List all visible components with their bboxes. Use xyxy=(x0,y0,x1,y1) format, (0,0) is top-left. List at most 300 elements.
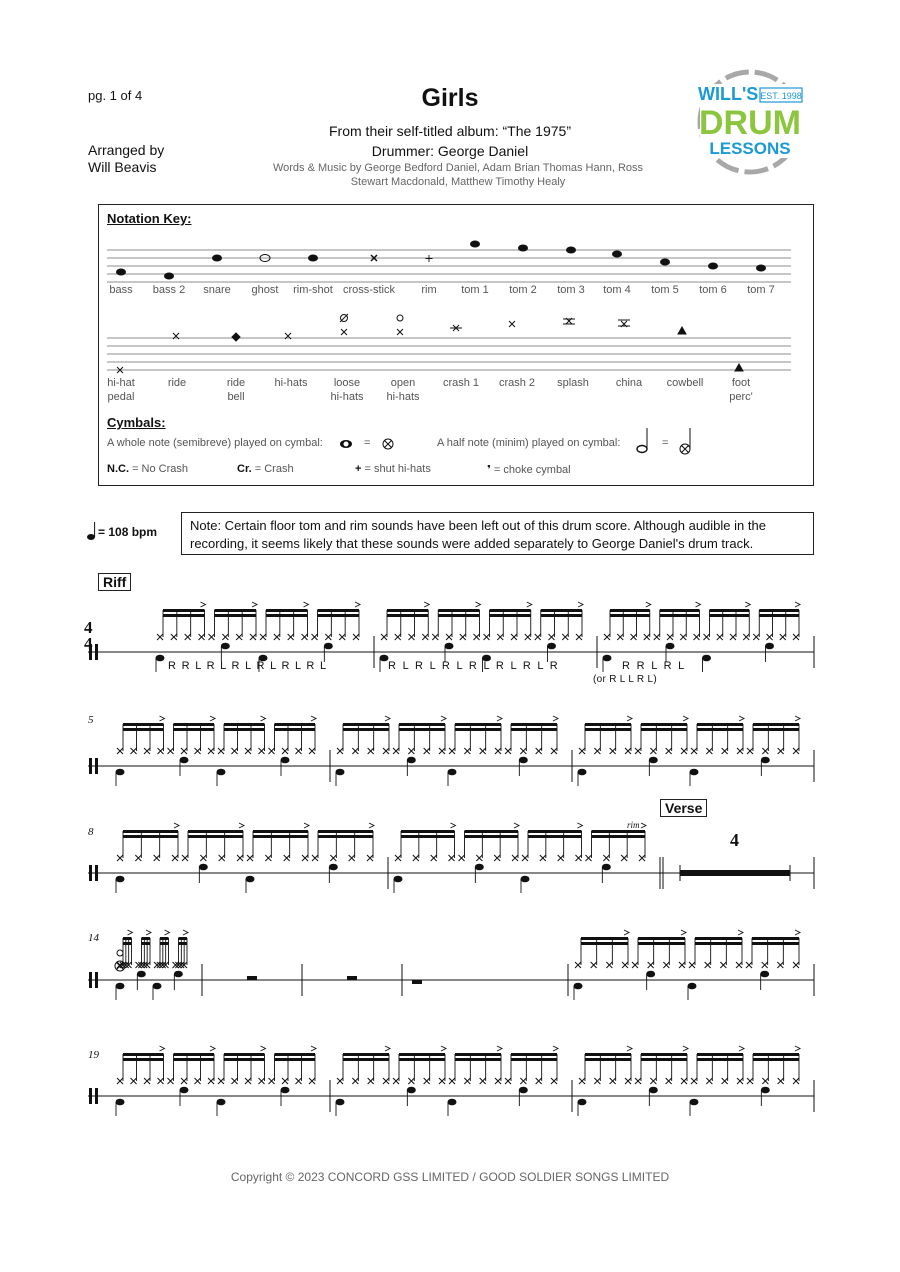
snare-note xyxy=(761,1087,770,1094)
beam xyxy=(581,942,628,945)
beam xyxy=(123,835,178,838)
beam xyxy=(585,728,631,731)
hi-hat-note xyxy=(495,748,501,754)
accent-mark xyxy=(385,716,390,721)
beam xyxy=(275,1053,316,1056)
hi-hat-note xyxy=(432,634,438,640)
hi-hat-note xyxy=(778,1078,784,1084)
snare-note xyxy=(649,757,658,764)
hi-hat-note xyxy=(617,634,623,640)
hi-hat-note xyxy=(694,634,700,640)
key-label-ghost: ghost xyxy=(251,284,279,296)
beam xyxy=(142,942,151,945)
beam xyxy=(585,723,631,726)
hi-hat-note xyxy=(199,634,205,640)
hi-hat-note xyxy=(259,748,265,754)
accent-mark xyxy=(795,1046,800,1051)
hi-hat-note xyxy=(625,748,631,754)
hi-hat-note xyxy=(536,1078,542,1084)
hi-hat-note xyxy=(236,634,242,640)
accent-mark xyxy=(646,602,651,607)
sticking-line-1: R R L R L R L R L R L R L xyxy=(168,660,327,672)
beam xyxy=(275,1058,316,1061)
hi-hat-note xyxy=(232,748,238,754)
beam xyxy=(697,728,743,731)
hi-hat-note xyxy=(431,855,437,861)
accent-mark xyxy=(183,930,188,935)
hi-hat-note xyxy=(625,1078,631,1084)
hi-hat-note xyxy=(181,1078,187,1084)
hi-hat-note xyxy=(476,855,482,861)
bass-drum-note xyxy=(116,769,125,776)
hi-hat-note xyxy=(562,634,568,640)
hi-hat-note xyxy=(722,748,728,754)
hi-hat-note xyxy=(737,748,743,754)
wills-drum-lessons-logo xyxy=(688,66,816,178)
bass-drum-note xyxy=(246,876,255,883)
hi-hat-note xyxy=(591,962,597,968)
beam xyxy=(455,723,501,726)
hi-hat-note xyxy=(667,634,673,640)
accent-mark xyxy=(739,1046,744,1051)
hi-hat-note xyxy=(736,962,742,968)
hi-hat-note xyxy=(353,634,359,640)
beam xyxy=(174,728,215,731)
snare-note xyxy=(174,971,183,978)
snare-note xyxy=(137,971,146,978)
accent-mark xyxy=(627,716,632,721)
hi-hat-note xyxy=(247,855,253,861)
beam xyxy=(318,614,360,617)
snare-note xyxy=(649,1087,658,1094)
hi-hat-note xyxy=(747,1078,753,1084)
logo-est-badge: EST. 1998 xyxy=(760,91,802,101)
snare-note xyxy=(761,757,770,764)
hi-hat-note xyxy=(579,748,585,754)
hi-hat-note xyxy=(793,748,799,754)
hi-hat-note xyxy=(680,634,686,640)
beam xyxy=(266,609,308,612)
accent-mark xyxy=(441,1046,446,1051)
beam xyxy=(528,835,582,838)
key-label-crash-2: crash 2 xyxy=(498,377,536,389)
percussion-clef xyxy=(89,865,92,881)
beam xyxy=(455,1053,501,1056)
accent-mark xyxy=(165,930,170,935)
hi-hat-note xyxy=(536,748,542,754)
hi-hat-note xyxy=(158,748,164,754)
beam xyxy=(399,728,445,731)
key-label-hi-hats: hi-hats xyxy=(274,377,308,389)
hi-hat-note xyxy=(312,855,318,861)
beam xyxy=(188,835,243,838)
hi-hat-note xyxy=(558,855,564,861)
hi-hat-note xyxy=(730,634,736,640)
hi-hat-note xyxy=(222,634,228,640)
key-label-cowbell: cowbell xyxy=(666,377,704,389)
hi-hat-note xyxy=(395,634,401,640)
logo-text-lessons: LESSONS xyxy=(709,139,791,158)
hi-hat-note xyxy=(753,634,759,640)
key-label-rim-shot: rim-shot xyxy=(293,284,333,296)
hi-hat-note xyxy=(173,962,179,968)
bass-drum-note xyxy=(690,769,699,776)
hi-hat-note xyxy=(449,748,455,754)
hi-hat-note xyxy=(512,855,518,861)
beam xyxy=(610,614,650,617)
hi-hat-note xyxy=(464,1078,470,1084)
beam xyxy=(123,728,164,731)
key-label-hi-hat-pedal: hi-hat pedal xyxy=(107,377,135,403)
hi-hat-note xyxy=(459,855,465,861)
hi-hat-note xyxy=(780,634,786,640)
hi-hat-note xyxy=(413,855,419,861)
snare-note xyxy=(180,757,189,764)
accent-mark xyxy=(424,602,429,607)
beam xyxy=(511,728,557,731)
accent-mark xyxy=(311,1046,316,1051)
beam xyxy=(585,1053,631,1056)
beam xyxy=(123,723,164,726)
notation-key-box xyxy=(98,204,814,486)
beam xyxy=(343,1053,389,1056)
snare-note xyxy=(547,643,556,650)
accent-mark xyxy=(527,602,532,607)
hi-hat-note xyxy=(446,634,452,640)
hi-hat-note xyxy=(579,1078,585,1084)
beam xyxy=(401,830,455,833)
hi-hat-note xyxy=(689,962,695,968)
key-label-open-hi-hats: open hi-hats xyxy=(386,377,420,403)
bass-drum-note xyxy=(217,1099,226,1106)
accent-mark xyxy=(696,602,701,607)
accent-mark xyxy=(627,1046,632,1051)
hi-hat-note xyxy=(368,748,374,754)
beam xyxy=(253,835,308,838)
accent-mark xyxy=(355,602,360,607)
beam xyxy=(490,614,531,617)
rehearsal-verse: Verse xyxy=(660,799,707,817)
logo-text-drum: DRUM xyxy=(699,104,801,142)
sticking-line-2: R L R L R L R L R L R L R xyxy=(388,660,559,672)
accent-mark xyxy=(174,823,179,828)
snare-note xyxy=(199,864,208,871)
hi-hat-note xyxy=(603,855,609,861)
percussion-clef xyxy=(95,1088,98,1104)
measure-number-8: 8 xyxy=(88,826,94,838)
beam xyxy=(160,937,169,940)
multi-measure-rest-bar xyxy=(680,870,790,876)
accent-mark xyxy=(795,602,800,607)
bass-drum-note xyxy=(153,983,162,990)
percussion-clef xyxy=(89,1088,92,1104)
hi-hat-note xyxy=(767,634,773,640)
hi-hat-note xyxy=(349,855,355,861)
whole-rest xyxy=(347,976,357,980)
accent-mark xyxy=(451,823,456,828)
beam xyxy=(387,609,428,612)
hi-hat-note xyxy=(706,748,712,754)
hi-hat-note xyxy=(762,748,768,754)
hi-hat-note xyxy=(259,1078,265,1084)
accent-mark xyxy=(745,602,750,607)
hi-hat-note xyxy=(284,855,290,861)
beam xyxy=(142,937,151,940)
half-rest xyxy=(412,980,422,984)
beam xyxy=(455,1058,501,1061)
whole-note-text: A whole note (semibreve) played on cymbal: xyxy=(107,437,323,449)
hi-hat-note xyxy=(296,1078,302,1084)
accent-mark xyxy=(738,930,743,935)
beam xyxy=(753,723,799,726)
hi-hat-note xyxy=(274,634,280,640)
bass-drum-note xyxy=(702,655,711,662)
hi-hat-note xyxy=(408,748,414,754)
hi-hat-note xyxy=(393,748,399,754)
hi-hat-note xyxy=(117,855,123,861)
accent-mark xyxy=(578,823,583,828)
hi-hat-note xyxy=(424,748,430,754)
legend-choke-cymbal: ❜ = choke cymbal xyxy=(487,464,571,476)
hi-hat-note xyxy=(408,1078,414,1084)
hi-hat-note xyxy=(793,962,799,968)
beam xyxy=(660,609,700,612)
beam xyxy=(399,1053,445,1056)
credits-line-2: Stewart Macdonald, Matthew Timothy Healy xyxy=(350,176,566,188)
hi-hat-note xyxy=(208,1078,214,1084)
beam xyxy=(343,723,389,726)
hi-hat-note xyxy=(594,1078,600,1084)
hi-hat-note xyxy=(464,748,470,754)
copyright: Copyright © 2023 CONCORD GSS LIMITED / GOOD SOLDIER SONGS LIMITED xyxy=(230,1170,670,1184)
key-label-ride: ride xyxy=(167,377,187,389)
time-signature: 4 4 xyxy=(84,618,93,653)
hi-hat-note xyxy=(722,1078,728,1084)
bass-drum-note xyxy=(394,876,403,883)
beam xyxy=(224,1058,265,1061)
beam xyxy=(215,614,257,617)
key-label-tom-7: tom 7 xyxy=(747,284,775,296)
bass-drum-note xyxy=(156,655,165,662)
hi-hat-note xyxy=(460,634,466,640)
percussion-clef xyxy=(89,758,92,774)
key-label-loose-hi-hats: loose hi-hats xyxy=(330,377,364,403)
hi-hat-note xyxy=(525,634,531,640)
hi-hat-note xyxy=(171,634,177,640)
hi-hat-note xyxy=(245,748,251,754)
hi-hat-note xyxy=(439,748,445,754)
beam xyxy=(511,1058,557,1061)
key-label-crash-1: crash 1 xyxy=(442,377,480,389)
beam xyxy=(174,723,215,726)
hi-hat-note xyxy=(302,855,308,861)
hi-hat-note xyxy=(604,634,610,640)
accent-mark xyxy=(261,716,266,721)
beam xyxy=(641,1053,687,1056)
accent-mark xyxy=(210,1046,215,1051)
accent-mark xyxy=(641,823,646,828)
hi-hat-note xyxy=(654,634,660,640)
hi-hat-note xyxy=(777,962,783,968)
accent-mark xyxy=(146,930,151,935)
snare-note xyxy=(407,757,416,764)
hi-hat-note xyxy=(494,855,500,861)
hi-hat-note xyxy=(136,962,142,968)
rehearsal-riff: Riff xyxy=(98,573,131,591)
beam xyxy=(759,614,799,617)
hi-hat-note xyxy=(383,748,389,754)
hi-hat-note xyxy=(522,855,528,861)
snare-note xyxy=(407,1087,416,1094)
hi-hat-note xyxy=(650,748,656,754)
hi-hat-note xyxy=(480,1078,486,1084)
drummer-line: Drummer: George Daniel xyxy=(371,143,529,159)
hi-hat-note xyxy=(339,634,345,640)
hi-hat-note xyxy=(549,634,555,640)
hi-hat-note xyxy=(393,1078,399,1084)
key-label-tom-2: tom 2 xyxy=(509,284,537,296)
accent-mark xyxy=(128,930,133,935)
hi-hat-note xyxy=(681,748,687,754)
accent-mark xyxy=(311,716,316,721)
hi-hat-note xyxy=(743,634,749,640)
beam xyxy=(123,1058,164,1061)
hi-hat-note xyxy=(575,962,581,968)
accent-mark xyxy=(739,716,744,721)
beam xyxy=(610,609,650,612)
hi-hat-note xyxy=(610,1078,616,1084)
key-label-cross-stick: cross-stick xyxy=(343,284,395,296)
accent-mark xyxy=(795,716,800,721)
accent-mark xyxy=(304,602,309,607)
bass-drum-note xyxy=(217,769,226,776)
hi-hat-note xyxy=(282,748,288,754)
accent-mark xyxy=(553,1046,558,1051)
hi-hat-note xyxy=(648,962,654,968)
hi-hat-note xyxy=(520,748,526,754)
accent-mark xyxy=(578,602,583,607)
bass-drum-note xyxy=(336,1099,345,1106)
hi-hat-note xyxy=(330,855,336,861)
hi-hat-note xyxy=(302,634,308,640)
hi-hat-note xyxy=(309,1078,315,1084)
beam xyxy=(123,942,132,945)
key-label-tom-4: tom 4 xyxy=(603,284,631,296)
key-label-snare: snare xyxy=(203,284,231,296)
snare-note xyxy=(519,1087,528,1094)
beam xyxy=(438,614,479,617)
beam xyxy=(541,614,582,617)
cymbal-noteheads xyxy=(117,314,743,373)
hi-hat-note xyxy=(449,855,455,861)
hi-hat-note xyxy=(778,748,784,754)
snare-note xyxy=(281,757,290,764)
beam xyxy=(174,1053,215,1056)
beam xyxy=(638,942,685,945)
beam xyxy=(275,728,316,731)
hi-hat-note xyxy=(282,1078,288,1084)
hi-hat-note xyxy=(185,634,191,640)
key-label-china: china xyxy=(615,377,643,389)
hi-hat-note xyxy=(505,1078,511,1084)
hi-hat-note xyxy=(635,1078,641,1084)
legend-crash: Cr. = Crash xyxy=(237,463,294,475)
hi-hat-note xyxy=(265,855,271,861)
hi-hat-note xyxy=(172,855,178,861)
hi-hat-note xyxy=(737,1078,743,1084)
bass-drum-note xyxy=(336,769,345,776)
hi-hat-note xyxy=(237,855,243,861)
beam xyxy=(638,937,685,940)
accent-mark xyxy=(304,823,309,828)
hi-hat-note xyxy=(610,748,616,754)
hi-hat-note xyxy=(131,1078,137,1084)
bass-drum-note xyxy=(688,983,697,990)
beam xyxy=(581,937,628,940)
arranger-label: Arranged by xyxy=(88,142,165,158)
key-label-tom-6: tom 6 xyxy=(699,284,727,296)
page-number: pg. 1 of 4 xyxy=(88,88,143,103)
beam xyxy=(215,609,257,612)
beam xyxy=(123,830,178,833)
hi-hat-note xyxy=(666,748,672,754)
bass-drum-note xyxy=(116,1099,125,1106)
beam xyxy=(490,609,531,612)
hi-hat-note xyxy=(439,1078,445,1084)
hi-hat-note xyxy=(209,634,215,640)
hi-hat-note xyxy=(168,748,174,754)
hi-hat-note xyxy=(495,1078,501,1084)
beam xyxy=(188,830,243,833)
bass-drum-note xyxy=(578,769,587,776)
beam xyxy=(695,937,742,940)
bass-drum-note xyxy=(116,983,125,990)
hi-hat-note xyxy=(551,1078,557,1084)
cymbals-heading: Cymbals: xyxy=(107,415,166,430)
hi-hat-note xyxy=(484,634,490,640)
beam xyxy=(641,723,687,726)
beam xyxy=(163,609,205,612)
hi-hat-note xyxy=(422,634,428,640)
snare-note xyxy=(221,643,230,650)
hi-hat-note xyxy=(157,634,163,640)
hi-hat-note xyxy=(632,962,638,968)
bass-drum-note xyxy=(603,655,612,662)
open-hi-hat-mark xyxy=(117,950,123,956)
hi-hat-note xyxy=(309,748,315,754)
hi-hat-note xyxy=(245,1078,251,1084)
hi-hat-note xyxy=(747,748,753,754)
accent-mark xyxy=(385,1046,390,1051)
hi-hat-note xyxy=(158,1078,164,1084)
snare-note xyxy=(666,643,675,650)
beam xyxy=(697,723,743,726)
bass-drum-note xyxy=(690,1099,699,1106)
beam xyxy=(224,1053,265,1056)
hi-hat-note xyxy=(793,1078,799,1084)
beam xyxy=(399,723,445,726)
accent-mark xyxy=(201,602,206,607)
beam xyxy=(511,723,557,726)
sticking-line-3: R R L R L xyxy=(622,660,685,672)
measure-number-5: 5 xyxy=(88,714,94,726)
beam xyxy=(224,728,265,731)
accent-mark xyxy=(795,930,800,935)
snare-note xyxy=(475,864,484,871)
half-note-text: A half note (minim) played on cymbal: xyxy=(437,437,621,449)
hi-hat-note xyxy=(367,855,373,861)
drum-score xyxy=(0,560,900,1120)
